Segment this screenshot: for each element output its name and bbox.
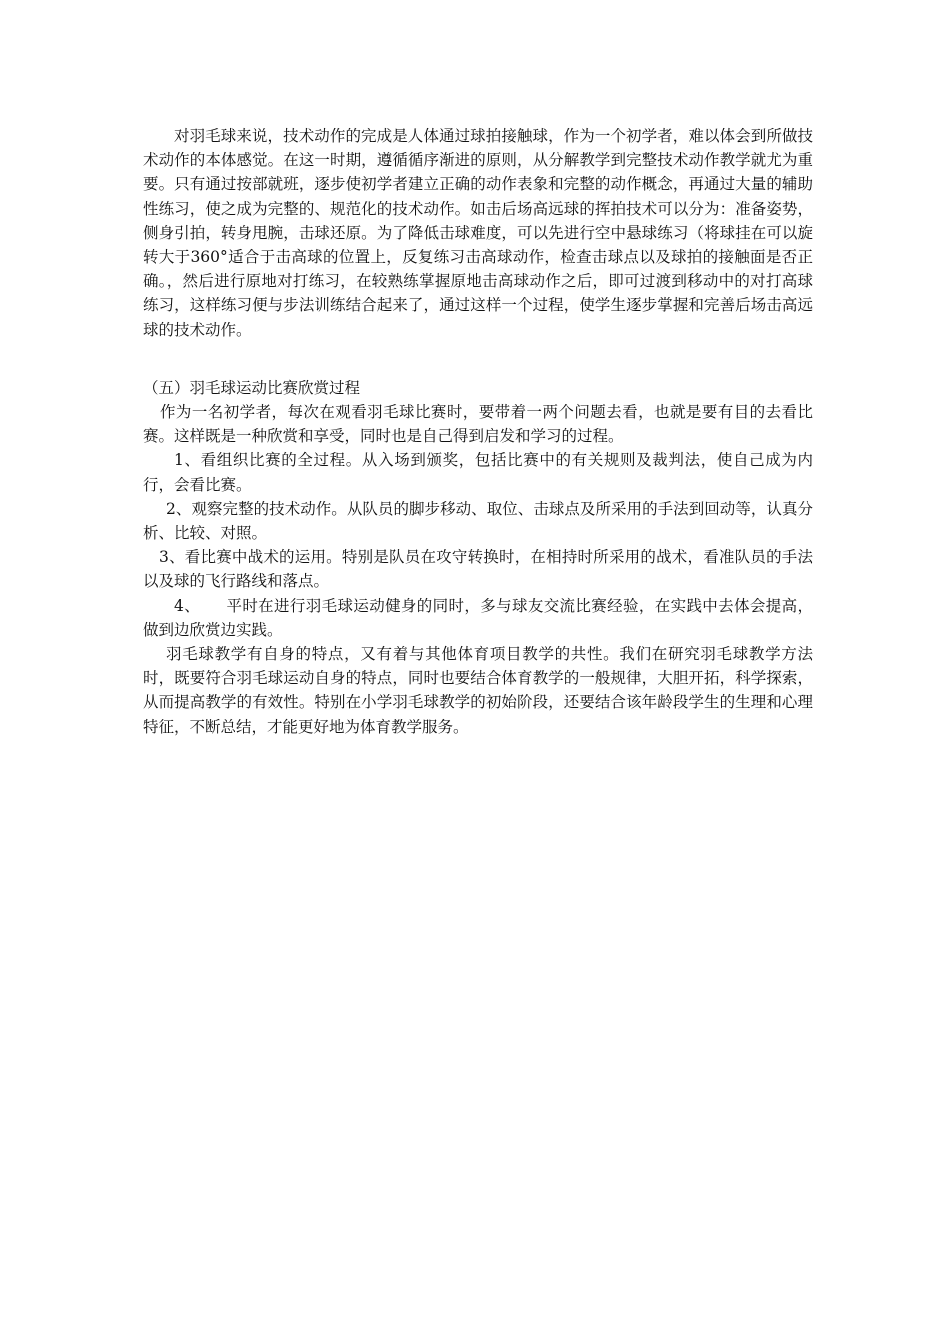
- list-item-text: 平时在进行羽毛球运动健身的同时，多与球友交流比赛经验，在实践中去体会提高，做到边欣赏边实践。: [143, 596, 813, 639]
- list-item: [143, 497, 813, 545]
- section-heading: （五）羽毛球运动比赛欣赏过程: [143, 378, 361, 397]
- list-item: [143, 594, 813, 642]
- lead-paragraph: 作为一名初学者，每次在观看羽毛球比赛时，要带着一两个问题去看，也就是要有目的去看比赛。这样既是一种欣赏和享受，同时也是自己得到启发和学习的过程。: [143, 403, 813, 446]
- list-item: [143, 448, 813, 496]
- intro-paragraph: 对羽毛球来说，技术动作的完成是人体通过球拍接触球，作为一个初学者，难以体会到所做技术动作的本体感觉。在这一时期，遵循循序渐进的原则，从分解教学到完整技术动作教学就尤为重要。只有通过按部就班，逐步使初学者建立正确的动作表象和完整的动作概念，再通过大量的辅助性练习，使之成为完整的、规范化的技术动作。如击后场高远球的挥拍技术可以分为：准备姿势，侧身引拍，转身甩腕，击球还原。为了降低击球难度，可以先进行空中悬球练习（将球挂在可以旋转大于360°适合于击高球的位置上，反复练习击高球动作，检查击球点以及球拍的接触面是否正确。，然后进行原地对打练习，在较熟练掌握原地击高球动作之后，即可过渡到移动中的对打高球练习，这样练习便与步法训练结合起来了，通过这样一个过程，使学生逐步掌握和完善后场击高远球的技术动作。: [143, 127, 813, 339]
- list-item-text: 看比赛中战术的运用。特别是队员在攻守转换时，在相持时所采用的战术，看准队员的手法以及球的飞行路线和落点。: [143, 548, 813, 591]
- list-item-number: 1、: [174, 451, 201, 470]
- summary-paragraph: 羽毛球教学有自身的特点，又有着与其他体育项目教学的共性。我们在研究羽毛球教学方法时，既要符合羽毛球运动自身的特点，同时也要结合体育教学的一般规律，大胆开拓，科学探索，从而提高教学的有效性。特别在小学羽毛球教学的初始阶段，还要结合该年龄段学生的生理和心理特征，不断总结，才能更好地为体育教学服务。: [143, 645, 813, 736]
- list-item-number: 3、: [159, 548, 185, 567]
- list-item-number: 2、: [166, 499, 192, 518]
- list-item-text: 观察完整的技术动作。从队员的脚步移动、取位、击球点及所采用的手法到回动等，认真分析、比较、对照。: [143, 499, 813, 543]
- list-item: [143, 545, 813, 593]
- list-item-number: 4、: [174, 596, 201, 615]
- document-body: [143, 124, 813, 739]
- list-item-text: 看组织比赛的全过程。从入场到颁奖，包括比赛中的有关规则及裁判法，使自己成为内行，会看比赛。: [143, 451, 813, 494]
